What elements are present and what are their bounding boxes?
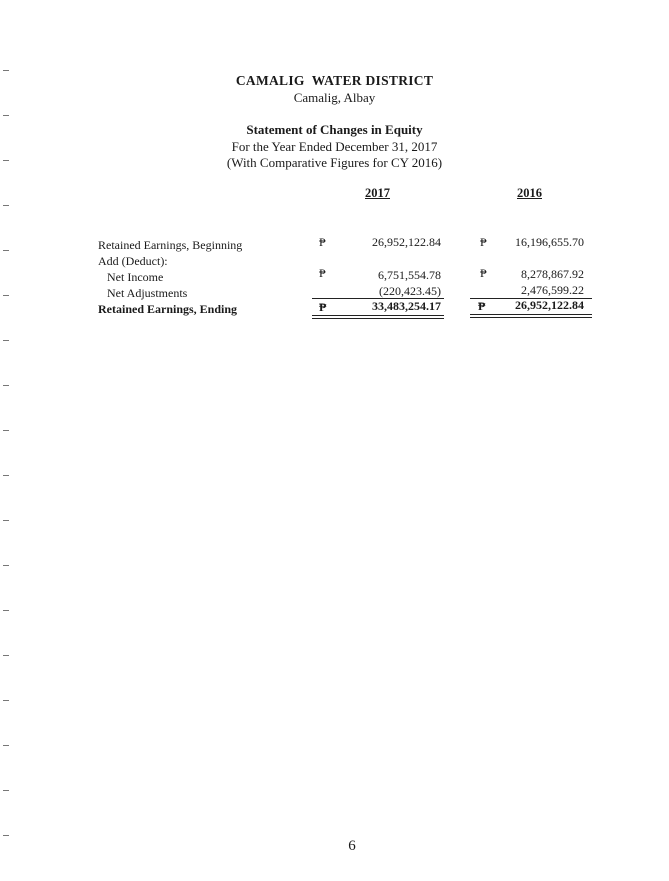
statement-period: For the Year Ended December 31, 2017 (231, 139, 438, 154)
row-label-ending: Retained Earnings, Ending (98, 302, 238, 316)
edge-mark (3, 250, 9, 251)
peso-sign: ₱ (319, 266, 326, 280)
edge-mark (3, 340, 9, 341)
edge-mark (3, 745, 9, 746)
entity-location: Camalig, Albay (293, 90, 376, 105)
row-label-add-deduct: Add (Deduct): (98, 254, 168, 268)
page-number: 6 (348, 838, 356, 854)
row-label-net-adjustments: Net Adjustments (107, 286, 188, 300)
total-double-rule-prior (470, 317, 592, 318)
peso-sign: ₱ (319, 300, 327, 314)
column-header-current-year: 2017 (365, 186, 390, 200)
amount-net-income-prior: 8,278,867.92 (521, 267, 584, 281)
total-double-rule-current (312, 318, 444, 319)
entity-name: CAMALIG WATER DISTRICT (235, 73, 434, 88)
edge-mark (3, 70, 9, 71)
edge-mark (3, 475, 9, 476)
row-label-beginning: Retained Earnings, Beginning (98, 238, 243, 252)
edge-mark (3, 205, 9, 206)
statement-title: Statement of Changes in Equity (246, 122, 423, 137)
peso-sign: ₱ (319, 235, 326, 249)
peso-sign: ₱ (480, 266, 487, 280)
edge-mark (3, 835, 9, 836)
edge-mark (3, 295, 9, 296)
peso-sign: ₱ (480, 235, 487, 249)
edge-mark (3, 430, 9, 431)
edge-mark (3, 610, 9, 611)
amount-net-adjustments-current: (220,423.45) (379, 284, 441, 298)
edge-mark (3, 700, 9, 701)
edge-mark (3, 565, 9, 566)
comparative-note: (With Comparative Figures for CY 2016) (226, 155, 443, 170)
amount-beginning-current: 26,952,122.84 (372, 235, 441, 249)
edge-mark (3, 385, 9, 386)
edge-mark (3, 520, 9, 521)
edge-mark (3, 790, 9, 791)
peso-sign: ₱ (478, 299, 486, 313)
column-header-prior-year: 2016 (517, 186, 542, 200)
amount-ending-current: 33,483,254.17 (372, 299, 441, 313)
amount-ending-prior: 26,952,122.84 (515, 298, 584, 312)
edge-mark (3, 115, 9, 116)
total-double-rule-prior (470, 314, 592, 315)
edge-mark (3, 655, 9, 656)
row-label-net-income: Net Income (107, 270, 164, 284)
amount-net-income-current: 6,751,554.78 (378, 268, 441, 282)
amount-net-adjustments-prior: 2,476,599.22 (521, 283, 584, 297)
total-double-rule-current (312, 315, 444, 316)
amount-beginning-prior: 16,196,655.70 (515, 235, 584, 249)
